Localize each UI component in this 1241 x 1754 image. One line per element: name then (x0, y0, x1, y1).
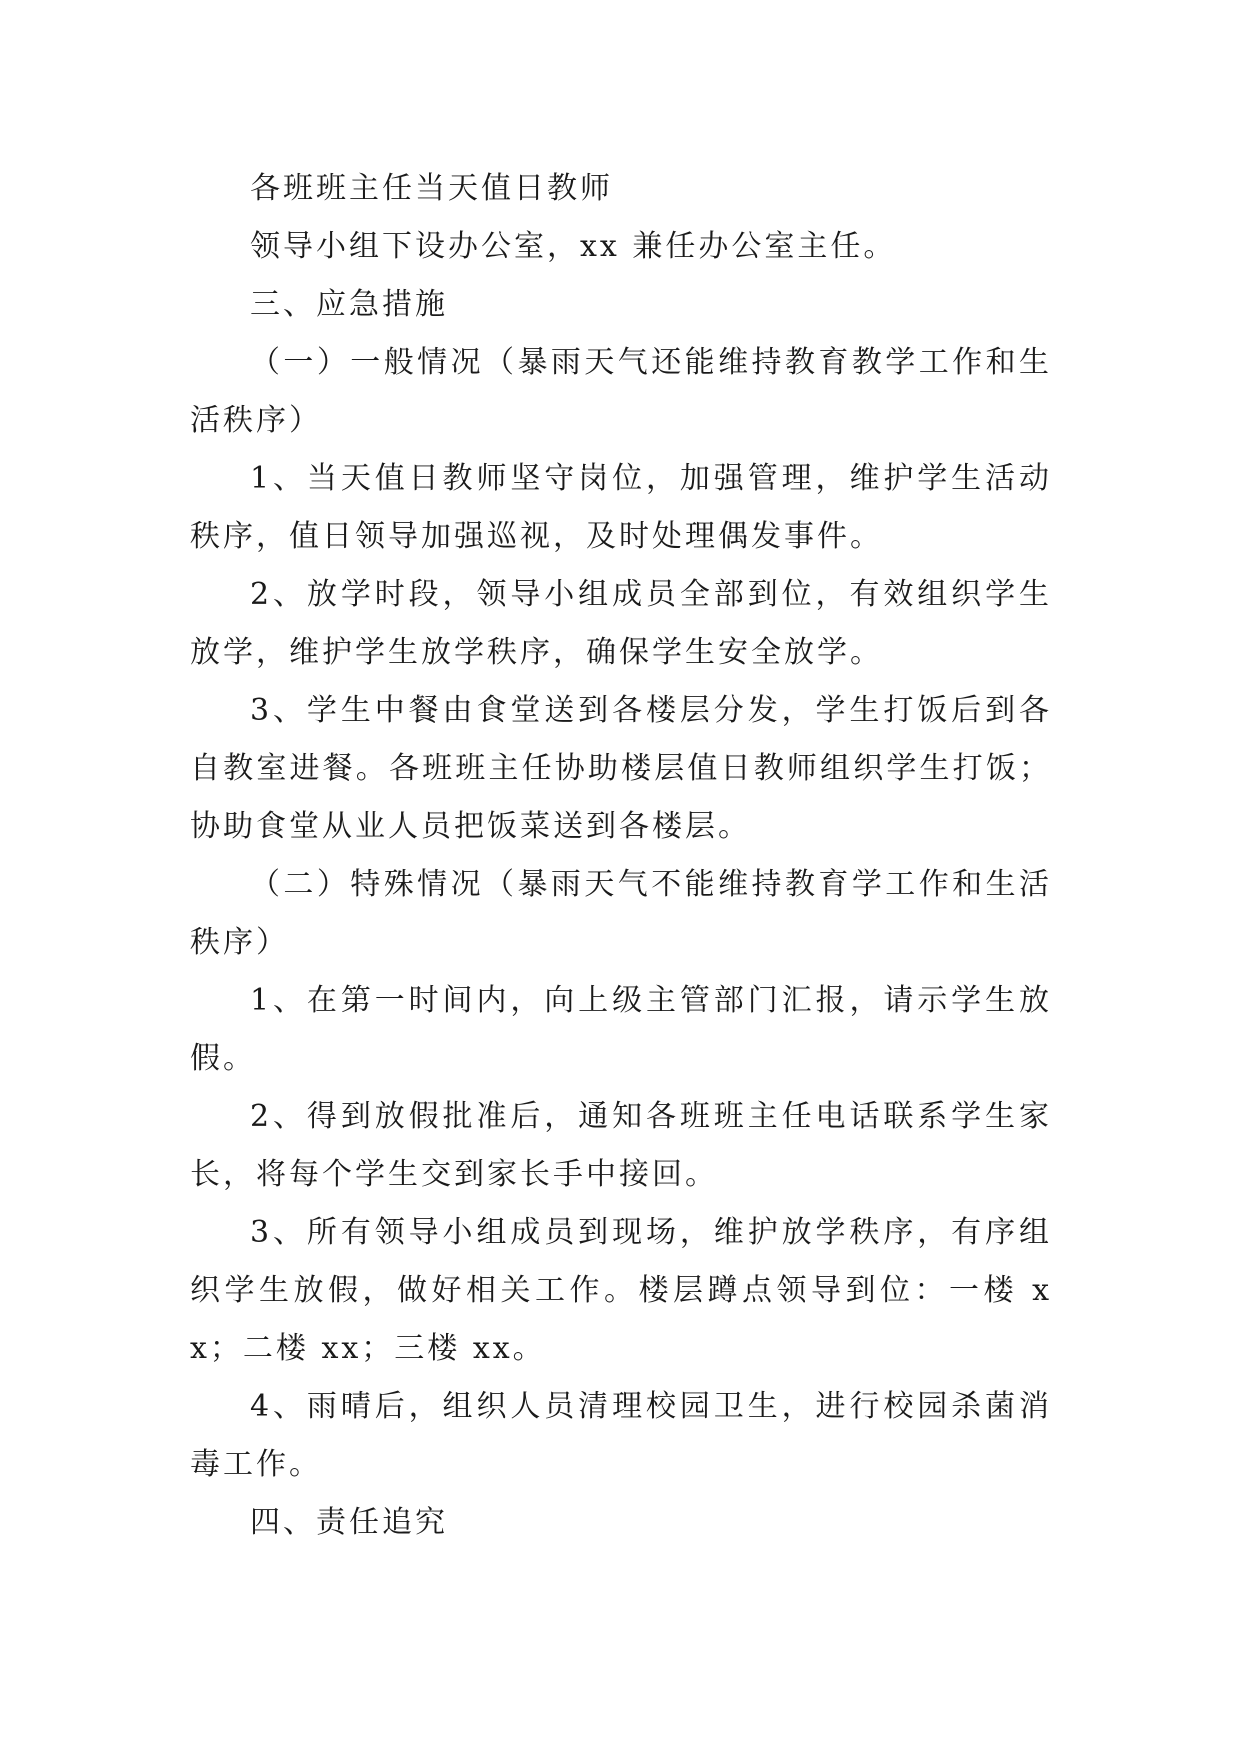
subsection-heading-special-situation: （二）特殊情况（暴雨天气不能维持教育学工作和生活秩序） (190, 867, 1052, 960)
paragraph-general-item-1: 1、当天值日教师坚守岗位，加强管理，维护学生活动秩序，值日领导加强巡视，及时处理偶发事件。 (190, 461, 1052, 554)
document-body (190, 160, 1052, 1552)
paragraph-office-setup: 领导小组下设办公室，xx 兼任办公室主任。 (250, 229, 897, 264)
paragraph-special-item-4: 4、雨晴后，组织人员清理校园卫生，进行校园杀菌消毒工作。 (190, 1389, 1052, 1482)
section-heading-emergency-measures: 三、应急措施 (250, 287, 448, 322)
paragraph-general-item-3: 3、学生中餐由食堂送到各楼层分发，学生打饭后到各自教室进餐。各班班主任协助楼层值日教师组织学生打饭；协助食堂从业人员把饭菜送到各楼层。 (190, 693, 1052, 844)
section-heading-accountability: 四、责任追究 (250, 1505, 448, 1540)
paragraph-general-item-2: 2、放学时段，领导小组成员全部到位，有效组织学生放学，维护学生放学秩序，确保学生安全放学。 (190, 577, 1052, 670)
paragraph-special-item-1: 1、在第一时间内，向上级主管部门汇报，请示学生放假。 (190, 983, 1052, 1076)
paragraph-special-item-3: 3、所有领导小组成员到现场，维护放学秩序，有序组织学生放假，做好相关工作。楼层蹲点领导到位：一楼 xx；二楼 xx；三楼 xx。 (190, 1215, 1052, 1366)
subsection-heading-general-situation: （一）一般情况（暴雨天气还能维持教育教学工作和生活秩序） (190, 345, 1052, 438)
paragraph-duty-teachers: 各班班主任当天值日教师 (250, 171, 613, 206)
paragraph-special-item-2: 2、得到放假批准后，通知各班班主任电话联系学生家长，将每个学生交到家长手中接回。 (190, 1099, 1052, 1192)
